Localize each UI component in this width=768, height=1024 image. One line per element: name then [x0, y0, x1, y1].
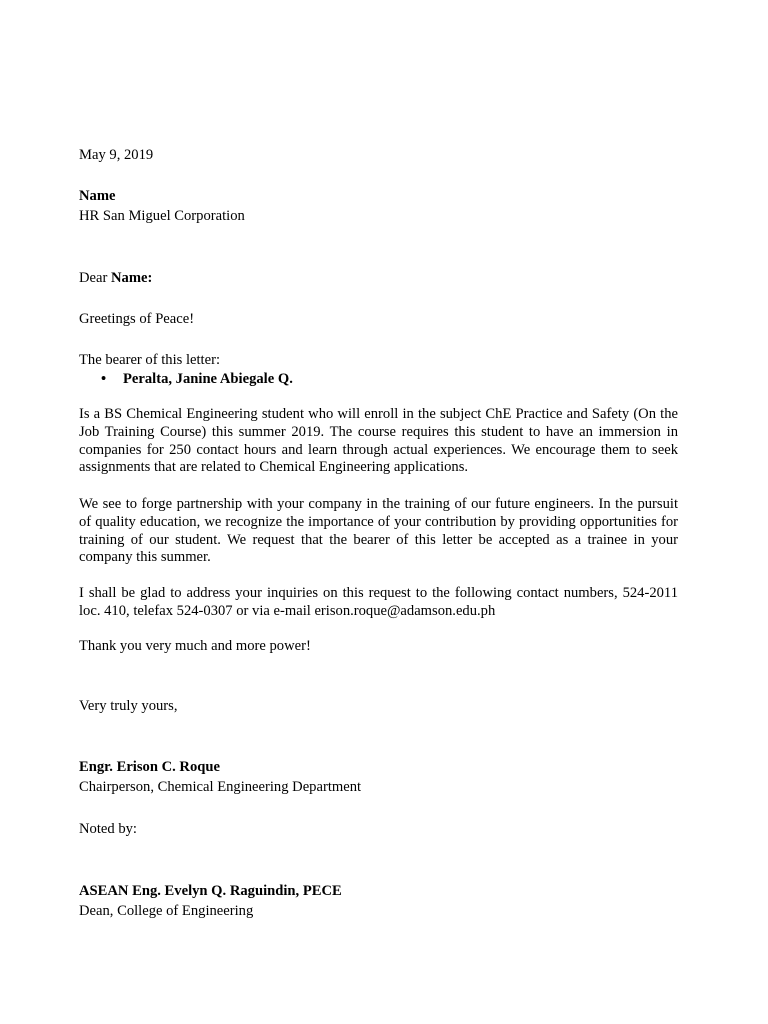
bullet-icon: •: [101, 371, 107, 387]
noted-by-label: Noted by:: [79, 821, 137, 837]
noter-name: ASEAN Eng. Evelyn Q. Raguindin, PECE: [79, 883, 342, 899]
recipient-org: HR San Miguel Corporation: [79, 208, 245, 224]
salutation-name: Name:: [111, 270, 153, 286]
bearer-intro: The bearer of this letter:: [79, 352, 221, 368]
salutation-prefix: Dear: [79, 270, 112, 286]
paragraph-partnership: We see to forge partnership with your company in the training of our future engineers. In the pursuit of quality education, we recognize the importance of your contribution by providing opportunities for training of our student. We request that the bearer of this letter be accepted as a trainee in your company this summer.: [79, 496, 678, 566]
thanks-line: Thank you very much and more power!: [79, 638, 311, 654]
bearer-name: Peralta, Janine Abiegale Q.: [123, 371, 293, 387]
recipient-name: Name: [79, 188, 116, 204]
noter-title: Dean, College of Engineering: [79, 903, 254, 919]
signatory-name: Engr. Erison C. Roque: [79, 759, 220, 775]
salutation: [79, 270, 679, 288]
paragraph-intro: Is a BS Chemical Engineering student who will enroll in the subject ChE Practice and Safety (On the Job Training Course) this summer 2019. The course requires this student to have an immersion in companies for 250 contact hours and learn through actual experiences. We encourage them to seek assignments that are related to Chemical Engineering applications.: [79, 406, 678, 476]
signatory-title: Chairperson, Chemical Engineering Department: [79, 779, 362, 795]
closing: Very truly yours,: [79, 698, 178, 714]
bearer-list-item: [101, 371, 293, 389]
greeting: Greetings of Peace!: [79, 311, 195, 327]
paragraph-contact: I shall be glad to address your inquiries on this request to the following contact numbers, 524-2011 loc. 410, telefax 524-0307 or via e-mail erison.roque@adamson.edu.ph: [79, 585, 678, 619]
letter-date: May 9, 2019: [79, 147, 154, 163]
